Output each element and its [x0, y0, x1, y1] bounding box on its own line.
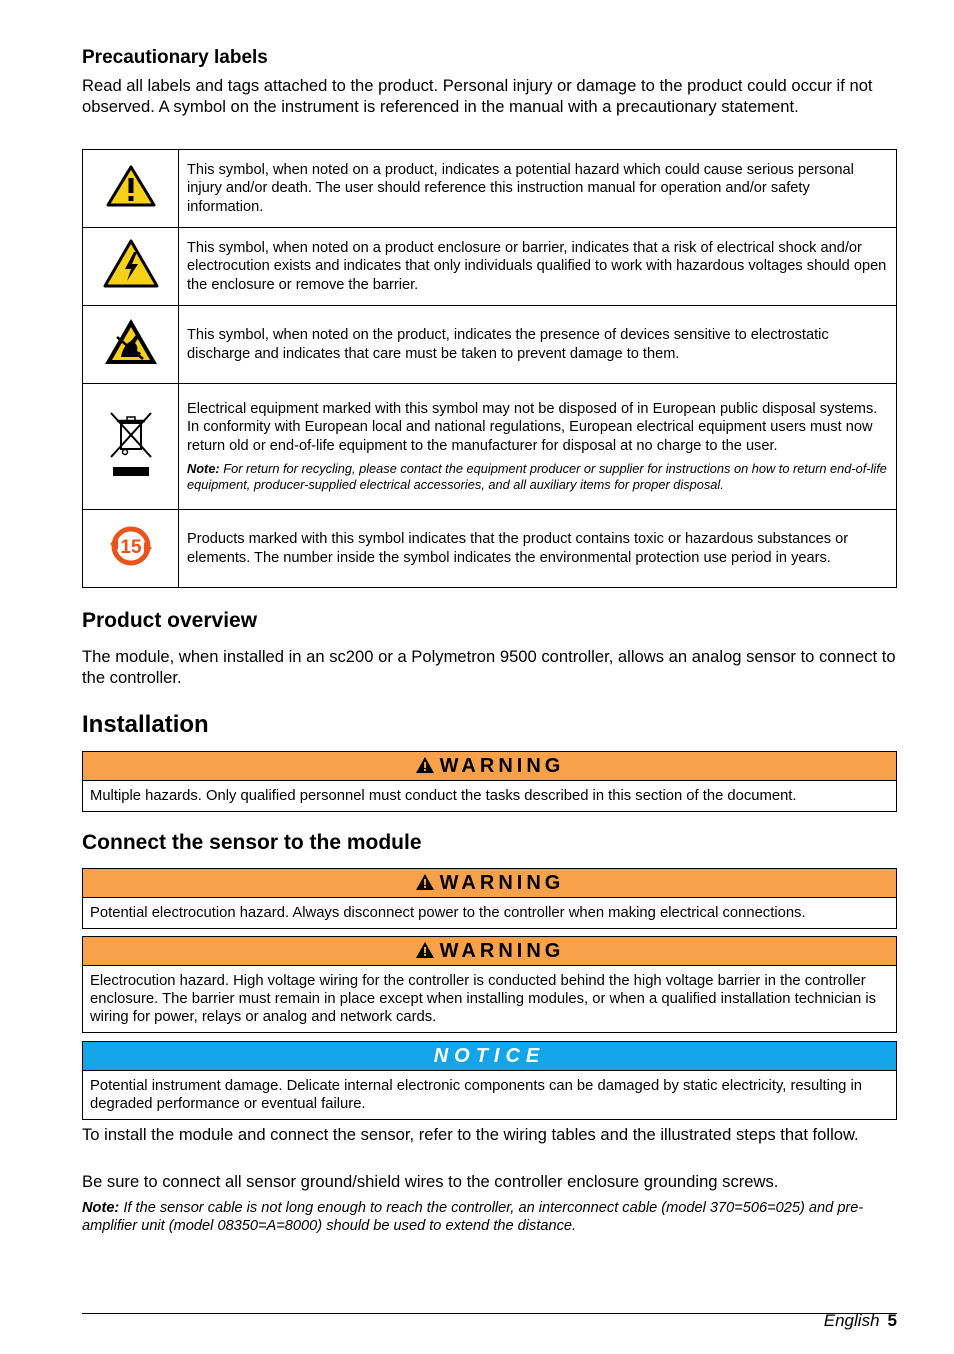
warning-box — [82, 936, 897, 1033]
esd-sensitive-icon — [83, 306, 179, 384]
warning-triangle-icon — [415, 756, 435, 774]
efup-number: 15 — [119, 536, 142, 558]
warning-header — [83, 937, 896, 966]
warning-text: Multiple hazards. Only qualified personnel must conduct the tasks described in this section of the document. — [90, 788, 797, 804]
note-label: Note: — [187, 460, 220, 476]
weee-crossed-bin-icon — [83, 384, 179, 510]
page-footer — [824, 1311, 897, 1331]
grounding-instructions: Be sure to connect all sensor ground/shield wires to the controller enclosure grounding screws. — [82, 1172, 779, 1191]
symbol-description: This symbol, when noted on a product enclosure or barrier, indicates that a risk of electrical shock and/or electrocution exists and indicates that only individuals qualified to work with hazardous voltages should open the enclosure or remove the barrier. — [179, 228, 897, 306]
notice-box — [82, 1041, 897, 1120]
symbol-row — [83, 384, 897, 510]
symbol-row — [83, 306, 897, 384]
warning-label: WARNING — [439, 755, 565, 777]
page-number: 5 — [887, 1311, 897, 1330]
installation-heading: Installation — [82, 711, 209, 738]
footer-language: English — [823, 1311, 880, 1330]
precautionary-intro: Read all labels and tags attached to the product. Personal injury or damage to the product could occur if not observed. A symbol on the instrument is referenced in the manual with a precautionary statement. — [82, 76, 873, 116]
note-label: Note: — [82, 1200, 120, 1216]
footer-divider — [82, 1313, 897, 1314]
symbol-description: This symbol, when noted on the product, indicates the presence of devices sensitive to electrostatic discharge and indicates that care must be taken to prevent damage to them. — [179, 306, 897, 384]
warning-text: Potential electrocution hazard. Always disconnect power to the controller when making electrical connections. — [90, 905, 806, 921]
warning-label: WARNING — [439, 872, 565, 894]
symbol-description: Electrical equipment marked with this symbol may not be disposed of in European public disposal systems. In conformity with European local and national regulations, European electrical equipment users must now return old or end-of-life equipment to the manufacturer for disposal at no charge to the user. — [187, 401, 878, 454]
precautionary-heading: Precautionary labels — [82, 47, 268, 68]
notice-text: Potential instrument damage. Delicate internal electronic components can be damaged by static electricity, resulting in degraded performance or eventual failure. — [90, 1078, 863, 1112]
overview-heading: Product overview — [82, 609, 258, 632]
notice-header: NOTICE — [83, 1042, 896, 1071]
symbol-row — [83, 228, 897, 306]
symbol-row — [83, 150, 897, 228]
warning-header — [83, 869, 896, 898]
symbol-row — [83, 510, 897, 588]
install-instructions: To install the module and connect the sensor, refer to the wiring tables and the illustrated steps that follow. — [82, 1125, 859, 1144]
note-text: If the sensor cable is not long enough to reach the controller, an interconnect cable (model 370=506=025) and pre-amplifier unit (model 08350=A=8000) should be used to extend the distance. — [82, 1200, 864, 1235]
warning-triangle-icon — [415, 941, 435, 959]
electrical-hazard-icon — [83, 228, 179, 306]
connect-heading: Connect the sensor to the module — [82, 831, 422, 854]
warning-box — [82, 751, 897, 812]
warning-label: WARNING — [439, 940, 565, 962]
note-text: For return for recycling, please contact the equipment producer or supplier for instructions on how to return end-of-life equipment, producer-supplied electrical accessories, and all auxiliary items for proper disposal. — [187, 460, 887, 492]
warning-header — [83, 752, 896, 781]
warning-box — [82, 868, 897, 929]
symbol-description-cell — [179, 384, 897, 510]
warning-text: Electrocution hazard. High voltage wiring for the controller is conducted behind the high voltage barrier in the controller enclosure. The barrier must remain in place except when installing modules, or when a qualified installation technician is wiring for power, relays or analog and network cards. — [90, 973, 877, 1025]
warning-triangle-icon — [83, 150, 179, 228]
symbol-description: Products marked with this symbol indicates that the product contains toxic or hazardous substances or elements. The number inside the symbol indicates the environmental protection use period in years. — [179, 510, 897, 588]
warning-triangle-icon — [415, 873, 435, 891]
overview-text: The module, when installed in an sc200 or a Polymetron 9500 controller, allows an analog sensor to connect to the controller. — [82, 647, 896, 687]
symbol-description: This symbol, when noted on a product, indicates a potential hazard which could cause serious personal injury and/or death. The user should reference this instruction manual for operation and/or safety information. — [179, 150, 897, 228]
cable-note — [82, 1199, 897, 1236]
symbol-table — [82, 149, 897, 588]
efup-15-icon — [83, 510, 179, 588]
recycling-note — [187, 461, 888, 493]
